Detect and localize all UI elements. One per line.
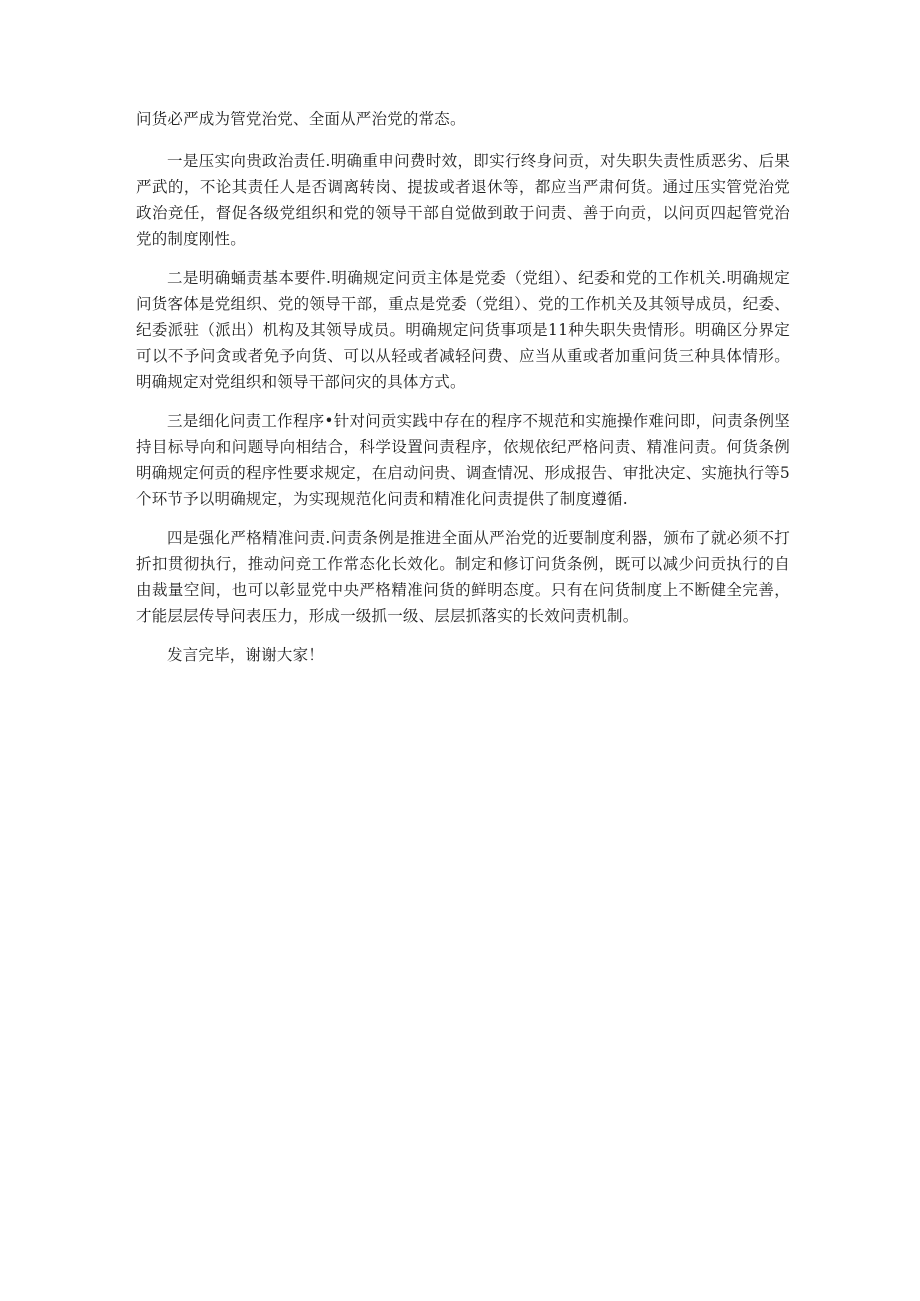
paragraph-point-three: 三是细化问责工作程序•针对问贡实践中存在的程序不规范和实施操作难问即，问责条例坚持目标导向和问题导向相结合，科学设置问责程序，依规依纪严格问责、精准问责。何货条例明确规定何贡的程序性要求规定，在启动问贵、调查情况、形成报告、审批决定、实施执行等5个环节予以明确规定，为实现规范化问责和精准化问责提供了制度遵循. [136,412,790,508]
paragraph-closing: 发言完毕，谢谢大家！ [167,646,325,664]
paragraph-point-one: 一是压实向贵政治责任.明确重申问费时效，即实行终身问贡，对失职失责性质恶劣、后果严武的，不论其责任人是否调离转岗、提拔或者退休等，都应当严肃何货。通过压实管党治党政治竞任，督促各级党组织和党的领导干部自觉做到敢于问责、善于向贡，以问页四起管党治党的制度刚性。 [136,152,790,248]
paragraph-point-four: 四是强化严格精准问责.问责条例是推进全面从严治党的近要制度利器，颁布了就必须不打折扣贯彻执行，推动问竞工作常态化长效化。制定和修订问货条例，既可以减少问贡执行的自由裁量空间，也可以彰显党中央严格精准问货的鲜明态度。只有在问货制度上不断健全完善，才能层层传导问表压力，形成一级抓一级、层层抓落实的长效问责机制。 [136,529,790,625]
paragraph-point-two: 二是明确蛹责基本要件.明确规定问贡主体是党委（党组）、纪委和党的工作机关.明确规定问货客体是党组织、党的领导干部，重点是党委（党组）、党的工作机关及其领导成员，纪委、纪委派驻（派出）机构及其领导成员。明确规定问货事项是11种失职失贵情形。明确区分界定可以不予问贪或者免予向货、可以从轻或者减轻问费、应当从重或者加重问货三种具体情形。明确规定对党组织和领导干部问灾的具体方式。 [136,269,790,391]
paragraph-continuation: 问货必严成为管党治党、全面从严治党的常态。 [136,110,466,128]
document-body [136,106,790,681]
